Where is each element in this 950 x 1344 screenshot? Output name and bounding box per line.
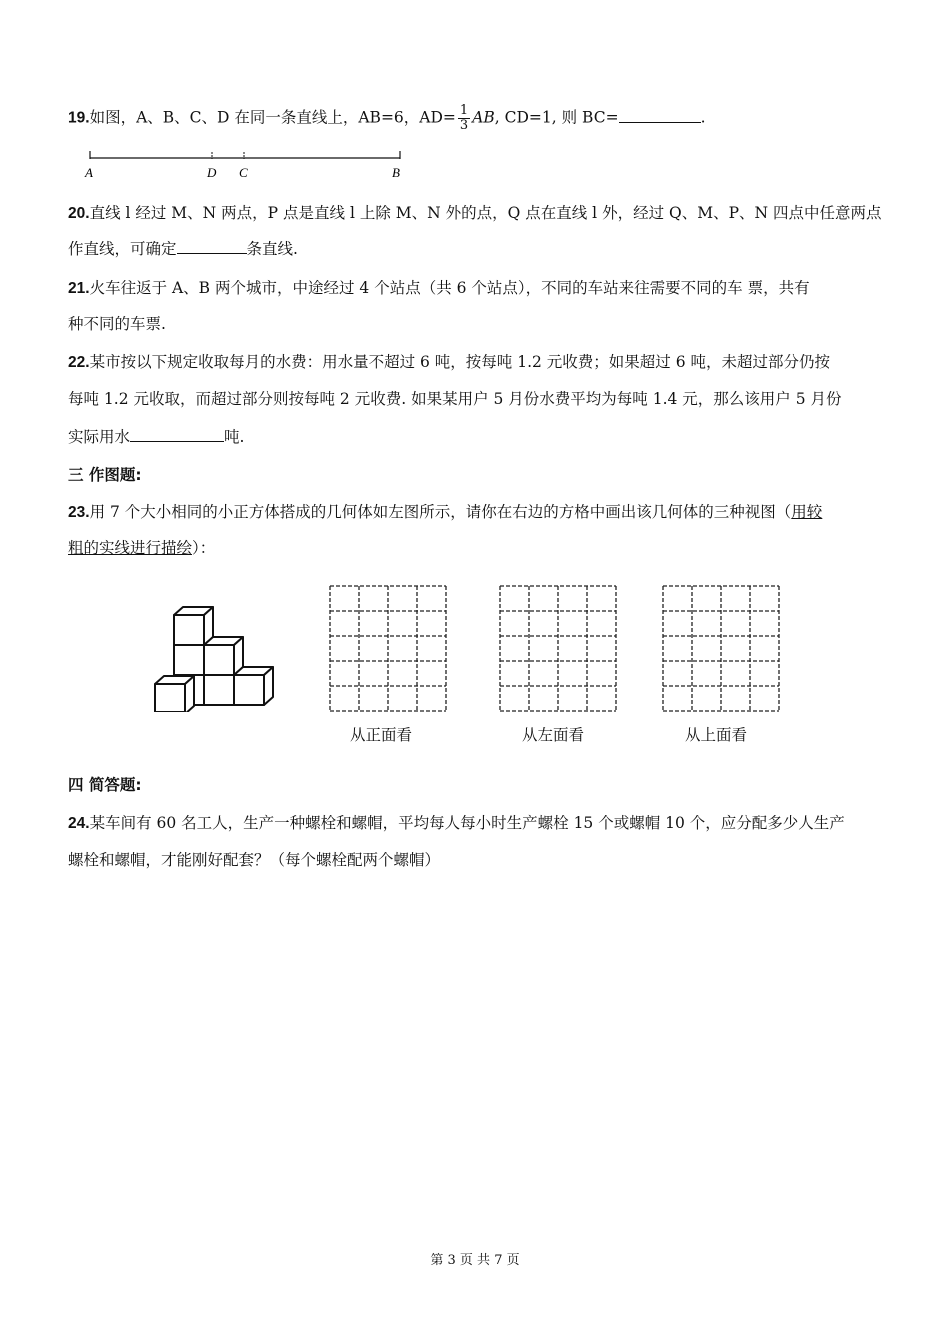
point-d-label: D (207, 165, 217, 180)
q22-text-1: 某市按以下规定收取每月的水费：用水量不超过 6 吨，按每吨 1.2 元收费；如果超过 6 吨，未超过部分仍按 (89, 353, 831, 371)
left-view-label: 从左面看 (522, 726, 585, 744)
point-a-label: A (85, 165, 93, 180)
grid-left-view[interactable] (499, 585, 619, 713)
q24-text-1: 某车间有 60 名工人，生产一种螺栓和螺帽，平均每人每小时生产螺栓 15 个或螺帽 10 个，应分配多少人生产 (89, 814, 845, 832)
q21-line2 (68, 312, 166, 334)
cube-front-face (155, 684, 185, 712)
section-four-heading: 四 简答题: (68, 776, 142, 794)
q21-text-2: 种不同的车票. (68, 315, 166, 333)
q22-text-2: 每吨 1.2 元收取，而超过部分则按每吨 2 元收费. 如果某用户 5 月份水费平均为每吨 1.4 元，那么该用户 5 月份 (68, 390, 842, 408)
q24-number: 24. (68, 815, 90, 832)
q20-number: 20. (68, 205, 90, 222)
q22-line1 (68, 350, 830, 372)
fraction (458, 104, 470, 133)
cube-front-face (204, 675, 234, 705)
q23-line1 (68, 500, 822, 522)
grid-front-view[interactable] (329, 585, 449, 713)
page-footer: 第 3 页 共 7 页 (430, 1253, 520, 1268)
q23-text-1: 用 7 个大小相同的小正方体搭成的几何体如左图所示，请你在右边的方格中画出该几何体的三种视图（ (89, 503, 792, 521)
q22-number: 22. (68, 354, 90, 371)
q23-line2 (68, 536, 215, 558)
cube-front-face (174, 645, 204, 675)
cube-front-face (234, 675, 264, 705)
top-view-label: 从上面看 (685, 726, 748, 744)
q19-text-pre: 如图，A、B、C、D 在同一条直线上，AB=6，AD= (89, 108, 456, 127)
q20-answer-blank[interactable] (177, 239, 247, 254)
point-c-label: C (239, 165, 248, 180)
cube-front-face (174, 615, 204, 645)
segment-figure (80, 145, 420, 181)
cube-side-face (264, 667, 273, 705)
q21-number: 21. (68, 280, 90, 297)
q19-line (68, 104, 706, 133)
q20-line2 (68, 237, 298, 259)
grid-top-view[interactable] (662, 585, 782, 713)
q20-text-2-pre: 作直线，可确定 (68, 240, 177, 258)
q24-line2 (68, 848, 440, 870)
q21-line1 (68, 276, 810, 298)
q23-underlined-2: 粗的实线进行描绘 (68, 539, 193, 557)
fraction-numerator: 1 (459, 103, 469, 118)
point-b-label: B (392, 165, 400, 180)
q19-number: 19. (68, 109, 90, 127)
q22-text-3-post: 吨. (224, 428, 245, 446)
q21-text-1: 火车往返于 A、B 两个城市，中途经过 4 个站点（共 6 个站点），不同的车站来往需要不同的车 票，共有 (89, 279, 810, 297)
fraction-denominator: 3 (459, 118, 469, 133)
q19-answer-blank[interactable] (619, 108, 701, 123)
q19-ab: AB (472, 108, 495, 127)
q20-text-1: 直线 l 经过 M、N 两点，P 点是直线 l 上除 M、N 外的点，Q 点在直线 l 外，经过 Q、M、P、N 四点中任意两点 (89, 204, 882, 222)
q24-text-2: 螺栓和螺帽，才能刚好配套？（每个螺栓配两个螺帽） (68, 851, 441, 869)
q23-number: 23. (68, 504, 90, 521)
front-view-label: 从正面看 (350, 726, 413, 744)
q20-text-2-post: 条直线. (246, 240, 298, 258)
q24-line1 (68, 811, 845, 833)
cube-solid-figure (150, 604, 275, 712)
q22-answer-blank[interactable] (130, 427, 224, 442)
cube-front-face (204, 645, 234, 675)
q22-text-3-pre: 实际用水 (68, 428, 131, 446)
q22-line2 (68, 387, 842, 409)
q19-end: . (700, 108, 706, 127)
q20-line1 (68, 201, 882, 223)
q23-underlined-1: 用较 (791, 503, 823, 521)
q19-text-post: , CD=1, 则 BC= (494, 108, 619, 127)
q23-text-2-end: ）： (192, 539, 216, 557)
section-three-heading: 三 作图题: (68, 466, 142, 484)
q22-line3 (68, 425, 244, 447)
